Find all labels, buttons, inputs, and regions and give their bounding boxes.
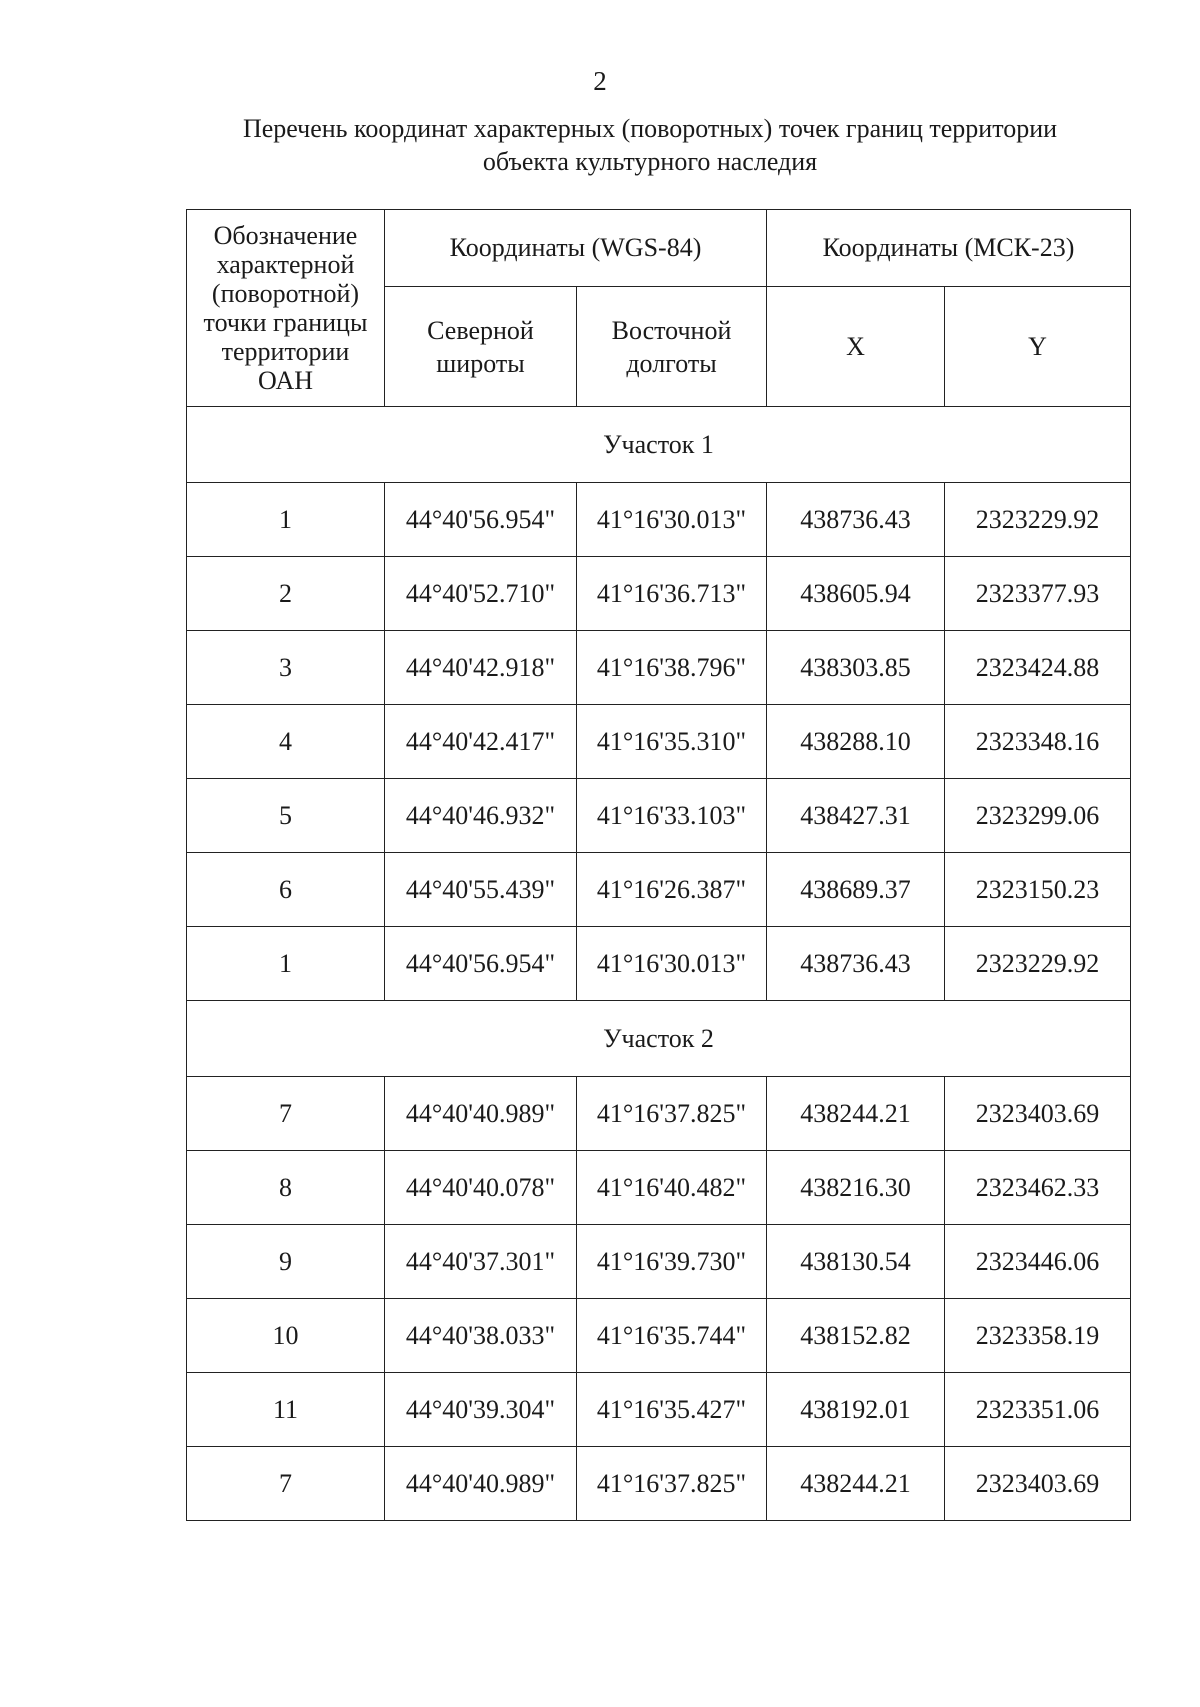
x-coordinate-cell: 438303.85 (767, 631, 945, 705)
table-row (187, 927, 1131, 1001)
header-line: характерной (216, 250, 355, 279)
table-row (187, 853, 1131, 927)
north-latitude-cell: 44°40'40.078" (385, 1151, 577, 1225)
y-coordinate-cell: 2323403.69 (945, 1447, 1131, 1521)
header-line: ОАН (257, 366, 314, 395)
y-coordinate-cell: 2323150.23 (945, 853, 1131, 927)
x-coordinate-cell: 438130.54 (767, 1225, 945, 1299)
north-latitude-cell: 44°40'52.710" (385, 557, 577, 631)
north-latitude-cell: 44°40'40.989" (385, 1077, 577, 1151)
section-row (187, 1001, 1131, 1077)
y-coordinate-cell: 2323229.92 (945, 483, 1131, 557)
east-longitude-cell: 41°16'37.825" (577, 1077, 767, 1151)
point-number-cell: 6 (187, 853, 385, 927)
point-designation-header (187, 210, 385, 407)
header-line: (поворотной) (211, 279, 360, 308)
x-coordinate-cell: 438216.30 (767, 1151, 945, 1225)
header-line: Северной (427, 315, 534, 345)
y-coordinate-cell: 2323348.16 (945, 705, 1131, 779)
table-body (187, 407, 1131, 1521)
y-coordinate-cell: 2323403.69 (945, 1077, 1131, 1151)
table-row (187, 631, 1131, 705)
east-longitude-cell: 41°16'36.713" (577, 557, 767, 631)
north-latitude-cell: 44°40'42.417" (385, 705, 577, 779)
east-longitude-cell: 41°16'35.744" (577, 1299, 767, 1373)
north-latitude-cell: 44°40'39.304" (385, 1373, 577, 1447)
table-row (187, 1299, 1131, 1373)
point-number-cell: 1 (187, 483, 385, 557)
y-coordinate-cell: 2323358.19 (945, 1299, 1131, 1373)
header-line: Обозначение (213, 221, 358, 250)
y-header: Y (945, 287, 1131, 407)
point-number-cell: 3 (187, 631, 385, 705)
x-coordinate-cell: 438152.82 (767, 1299, 945, 1373)
north-latitude-cell: 44°40'56.954" (385, 927, 577, 1001)
point-number-cell: 2 (187, 557, 385, 631)
x-coordinate-cell: 438689.37 (767, 853, 945, 927)
x-coordinate-cell: 438288.10 (767, 705, 945, 779)
north-latitude-cell: 44°40'42.918" (385, 631, 577, 705)
y-coordinate-cell: 2323229.92 (945, 927, 1131, 1001)
x-coordinate-cell: 438192.01 (767, 1373, 945, 1447)
header-line: широты (436, 348, 525, 378)
header-line: точки границы (203, 308, 368, 337)
east-longitude-cell: 41°16'33.103" (577, 779, 767, 853)
point-number-cell: 9 (187, 1225, 385, 1299)
y-coordinate-cell: 2323424.88 (945, 631, 1131, 705)
y-coordinate-cell: 2323446.06 (945, 1225, 1131, 1299)
x-coordinate-cell: 438736.43 (767, 927, 945, 1001)
y-coordinate-cell: 2323299.06 (945, 779, 1131, 853)
y-coordinate-cell: 2323462.33 (945, 1151, 1131, 1225)
section-row (187, 407, 1131, 483)
y-coordinate-cell: 2323377.93 (945, 557, 1131, 631)
north-latitude-cell: 44°40'55.439" (385, 853, 577, 927)
east-longitude-cell: 41°16'30.013" (577, 483, 767, 557)
table-row (187, 705, 1131, 779)
point-number-cell: 5 (187, 779, 385, 853)
msk23-group-header: Координаты (МСК-23) (767, 210, 1131, 287)
table-row (187, 1151, 1131, 1225)
east-longitude-cell: 41°16'40.482" (577, 1151, 767, 1225)
point-number-cell: 4 (187, 705, 385, 779)
point-number-cell: 7 (187, 1447, 385, 1521)
x-header: X (767, 287, 945, 407)
east-longitude-cell: 41°16'38.796" (577, 631, 767, 705)
x-coordinate-cell: 438736.43 (767, 483, 945, 557)
table-row (187, 779, 1131, 853)
table-row (187, 1447, 1131, 1521)
table-row (187, 557, 1131, 631)
east-longitude-cell: 41°16'30.013" (577, 927, 767, 1001)
east-longitude-cell: 41°16'35.310" (577, 705, 767, 779)
section-title: Участок 1 (187, 407, 1131, 483)
north-latitude-cell: 44°40'37.301" (385, 1225, 577, 1299)
coordinates-table (186, 209, 1131, 1521)
page-number: 2 (593, 66, 607, 96)
north-latitude-header (385, 287, 577, 407)
point-number-cell: 8 (187, 1151, 385, 1225)
east-longitude-header (577, 287, 767, 407)
x-coordinate-cell: 438605.94 (767, 557, 945, 631)
wgs84-group-header: Координаты (WGS-84) (385, 210, 767, 287)
document-title (180, 112, 1120, 178)
section-title: Участок 2 (187, 1001, 1131, 1077)
table-row (187, 1077, 1131, 1151)
title-line-1: Перечень координат характерных (поворотных) точек границ территории (242, 114, 1058, 143)
point-number-cell: 7 (187, 1077, 385, 1151)
header-line: Восточной (611, 315, 732, 345)
east-longitude-cell: 41°16'26.387" (577, 853, 767, 927)
header-line: территории (221, 337, 350, 366)
north-latitude-cell: 44°40'40.989" (385, 1447, 577, 1521)
y-coordinate-cell: 2323351.06 (945, 1373, 1131, 1447)
point-number-cell: 10 (187, 1299, 385, 1373)
header-line: долготы (626, 348, 717, 378)
north-latitude-cell: 44°40'56.954" (385, 483, 577, 557)
x-coordinate-cell: 438427.31 (767, 779, 945, 853)
point-number-cell: 1 (187, 927, 385, 1001)
title-line-2: объекта культурного наследия (482, 147, 818, 176)
table-row (187, 483, 1131, 557)
point-number-cell: 11 (187, 1373, 385, 1447)
x-coordinate-cell: 438244.21 (767, 1447, 945, 1521)
east-longitude-cell: 41°16'37.825" (577, 1447, 767, 1521)
table-row (187, 1373, 1131, 1447)
table-row (187, 1225, 1131, 1299)
north-latitude-cell: 44°40'46.932" (385, 779, 577, 853)
table-header (187, 210, 1131, 407)
north-latitude-cell: 44°40'38.033" (385, 1299, 577, 1373)
east-longitude-cell: 41°16'39.730" (577, 1225, 767, 1299)
x-coordinate-cell: 438244.21 (767, 1077, 945, 1151)
east-longitude-cell: 41°16'35.427" (577, 1373, 767, 1447)
